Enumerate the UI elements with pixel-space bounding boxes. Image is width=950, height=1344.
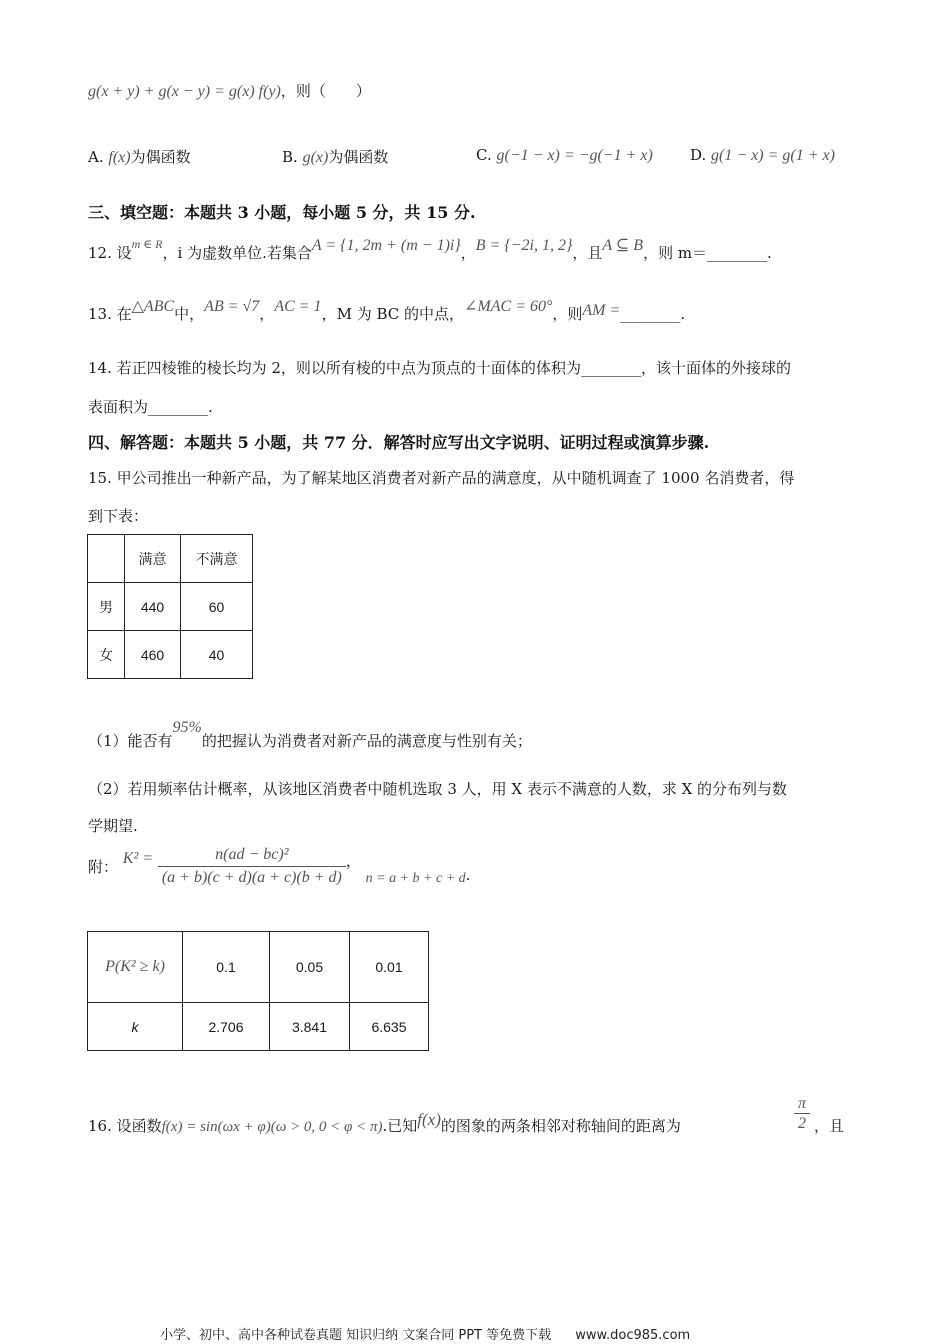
option-math: g(x) [302, 149, 329, 166]
table-cell: 女 [88, 631, 125, 679]
q15-text: 的把握认为消费者对新产品的满意度与性别有关； [201, 732, 532, 750]
q11-option-b [282, 146, 388, 167]
q16-tail: ，且 [814, 1117, 845, 1135]
q16-math: f(x) [417, 1110, 441, 1129]
option-text: 为偶函数 [328, 148, 389, 166]
q15-line2: 到下表： [88, 507, 149, 525]
footer-link[interactable]: www.doc985.com [575, 1328, 691, 1343]
k2-denominator: (a + b)(c + d)(a + c)(b + d) [161, 869, 342, 886]
table-header [88, 932, 183, 1003]
q12-text: ，i 为虚数单位.若集合 [162, 244, 312, 262]
q12-math: m ∈ R [131, 237, 163, 251]
table-header: 不满意 [181, 535, 253, 583]
q13-math: ∠MAC = 60° [464, 298, 553, 315]
formula-comma: ， [345, 852, 361, 870]
n-definition: n = a + b + c + d [365, 870, 466, 886]
q16-text: 16. 设函数 [88, 1117, 162, 1135]
q11-option-a [88, 146, 191, 167]
table-cell: 60 [181, 583, 253, 631]
q15-math: 95% [172, 719, 202, 736]
k2-formula [88, 846, 470, 887]
q14-line2: 表面积为________. [88, 398, 213, 416]
q12-text: ，且 [572, 244, 603, 262]
table-cell: 40 [181, 631, 253, 679]
q16-text: .已知 [382, 1117, 418, 1135]
table-cell [88, 535, 125, 583]
q12-set-b: B = {−2i, 1, 2} [475, 237, 573, 254]
option-math: g(−1 − x) = −g(−1 + x) [496, 147, 653, 164]
q12-text: ，则 m＝________. [643, 244, 772, 262]
q13-text: ，则 [552, 305, 583, 323]
q13-math: AB = √7 [204, 298, 260, 315]
q13 [88, 298, 686, 324]
q13-math: AM = [582, 302, 621, 319]
footer [160, 1324, 690, 1343]
satisfaction-table [87, 534, 253, 679]
section3-heading: 三、填空题：本题共 3 小题，每小题 5 分，共 15 分. [88, 203, 476, 222]
fraction-numerator: π [794, 1095, 810, 1114]
table-row [88, 631, 253, 679]
table-cell: 男 [88, 583, 125, 631]
table-cell: 6.635 [350, 1003, 429, 1051]
q11-option-c [476, 146, 653, 165]
table-cell: 0.01 [350, 932, 429, 1003]
q16-math: f(x) = sin(ωx + φ)(ω > 0, 0 < φ < π) [161, 1119, 383, 1135]
q11-equation: g(x + y) + g(x − y) = g(x) f(y) [88, 83, 281, 100]
q15-part2-line1: （2）若用频率估计概率，从该地区消费者中随机选取 3 人，用 X 表示不满意的人数，求 X 的分布列与数 [88, 780, 788, 798]
table-header-text: P(K² ≥ k) [105, 958, 165, 975]
q13-text: ，M 为 BC 的中点， [321, 305, 465, 323]
table-cell: 0.05 [270, 932, 350, 1003]
q13-math: △ABC [131, 298, 175, 315]
q13-math: AC = 1 [274, 298, 322, 315]
q12-math: A ⊆ B [602, 237, 644, 254]
q12-text: ， [460, 244, 476, 262]
q11-suffix: ，则（ ） [280, 82, 371, 100]
table-cell: 2.706 [183, 1003, 270, 1051]
k2-lhs: K² = [122, 849, 154, 867]
q13-text: ________. [620, 305, 686, 323]
q16-text: 的图象的两条相邻对称轴间的距离为 [440, 1117, 681, 1135]
formula-label: 附： [88, 858, 119, 876]
option-letter: C. [476, 146, 492, 164]
q13-text: ， [259, 305, 275, 323]
table-cell [88, 1003, 183, 1051]
table-row [88, 932, 429, 1003]
formula-period: . [465, 865, 471, 884]
q15-line1: 15. 甲公司推出一种新产品，为了解某地区消费者对新产品的满意度，从中随机调查了 1000 名消费者，得 [88, 469, 795, 487]
option-text: 为偶函数 [130, 148, 191, 166]
k2-fraction [158, 846, 346, 887]
fraction-denominator: 2 [798, 1115, 806, 1132]
option-math: f(x) [108, 149, 131, 166]
q15-part2-line2: 学期望. [88, 817, 138, 835]
q15-part1 [88, 719, 532, 751]
section4-heading: 四、解答题：本题共 5 小题，共 77 分．解答时应写出文字说明、证明过程或演算步骤. [88, 433, 710, 452]
q12 [88, 237, 772, 263]
table-row [88, 1003, 429, 1051]
q16-fraction [794, 1095, 810, 1134]
option-letter: A. [88, 148, 104, 166]
table-cell: 440 [125, 583, 181, 631]
table-row [88, 583, 253, 631]
q13-text: 13. 在 [88, 305, 132, 323]
q11-condition-line [88, 80, 371, 101]
table-header: 满意 [125, 535, 181, 583]
q14-line1: 14. 若正四棱锥的棱长均为 2，则以所有棱的中点为顶点的十面体的体积为________，该十面体的外接球的 [88, 359, 791, 377]
k2-numerator: n(ad − bc)² [158, 846, 346, 867]
q12-set-a: A = {1, 2m + (m − 1)i} [311, 237, 461, 254]
option-math: g(1 − x) = g(1 + x) [711, 147, 835, 164]
footer-text: 小学、初中、高中各种试卷真题 知识归纳 文案合同 PPT 等免费下载 [160, 1328, 552, 1343]
table-cell: 460 [125, 631, 181, 679]
q12-text: 12. 设 [88, 244, 132, 262]
q13-text: 中， [174, 305, 205, 323]
q16 [88, 1110, 681, 1136]
critical-value-table [87, 931, 429, 1051]
table-cell: 3.841 [270, 1003, 350, 1051]
option-letter: D. [690, 146, 707, 164]
table-cell: 0.1 [183, 932, 270, 1003]
table-row [88, 535, 253, 583]
option-letter: B. [282, 148, 298, 166]
table-cell-text: k [131, 1018, 139, 1035]
q11-option-d [690, 146, 835, 165]
q15-text: （1）能否有 [88, 732, 173, 750]
